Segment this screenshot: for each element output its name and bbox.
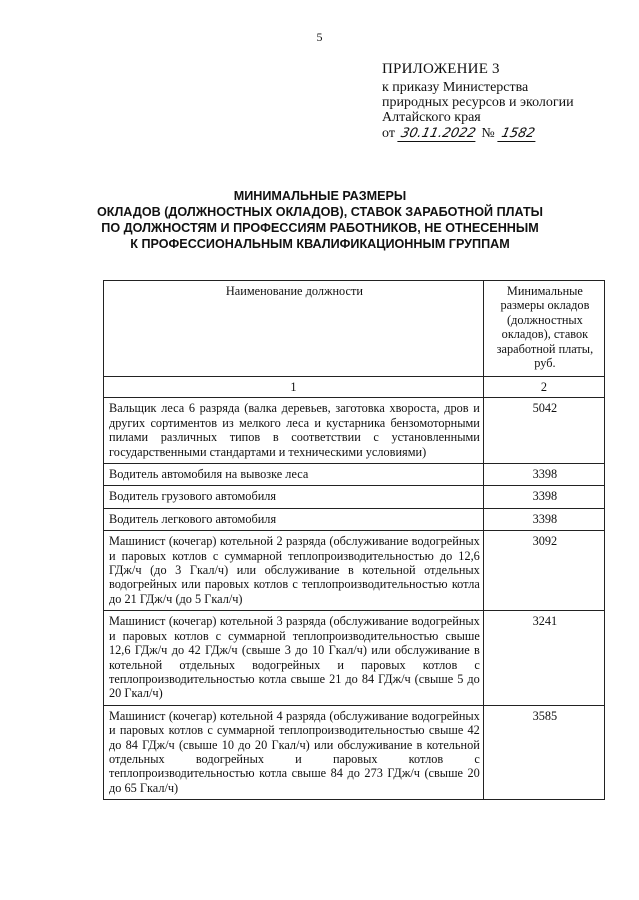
header-position-name: Наименование должности (104, 281, 484, 377)
table-row (104, 611, 605, 705)
table-row (104, 705, 605, 799)
table-row (104, 486, 605, 508)
position-name: Машинист (кочегар) котельной 2 разряда (обслуживание водогрейных и паровых котлов с суммарной теплопроизводительностью до 12,6 ГДж/ч (до 3 Гкал/ч) или обслуживание в котельной отдельных водогрейных или паровых котлов с теплопроизводительностью котла до 21 ГДж/ч (до 5 Гкал/ч) (104, 531, 484, 611)
handwritten-date: 30.11.2022 (397, 126, 479, 142)
position-name: Машинист (кочегар) котельной 4 разряда (обслуживание водогрейных и паровых котлов с суммарной теплопроизводительностью свыше 42 до 84 ГДж/ч (свыше 10 до 20 Гкал/ч) или обслуживание в котельной отдельных водогрейных и паровых котлов с теплопроизводительностью котла свыше 84 до 273 ГДж/ч (свыше 20 до 65 Гкал/ч) (104, 705, 484, 799)
position-name: Водитель легкового автомобиля (104, 508, 484, 530)
annex-line-3: Алтайского края (382, 110, 481, 125)
table-row (104, 464, 605, 486)
column-numbers-row (104, 377, 605, 398)
position-name: Вальщик леса 6 разряда (валка деревьев, заготовка хвороста, дров и других сортиментов из мелкого леса и кустарника бензомоторными пилами различных типов в соответствии с установленными государственными стандартами и техническими условиями) (104, 398, 484, 464)
table-row (104, 508, 605, 530)
salary-value: 3092 (483, 531, 604, 611)
table-header-row (104, 281, 605, 377)
salary-table (103, 280, 605, 800)
from-label: от (382, 126, 395, 141)
salary-value: 3398 (483, 486, 604, 508)
heading-line-1: МИНИМАЛЬНЫЕ РАЗМЕРЫ (233, 189, 407, 203)
annex-block (382, 62, 574, 142)
handwritten-number: 1582 (497, 126, 538, 142)
order-date-number (382, 126, 574, 142)
page-number: 5 (316, 30, 323, 44)
document-heading (80, 188, 560, 252)
salary-value: 5042 (483, 398, 604, 464)
heading-line-4: К ПРОФЕССИОНАЛЬНЫМ КВАЛИФИКАЦИОННЫМ ГРУППАМ (130, 237, 510, 251)
heading-line-2: ОКЛАДОВ (ДОЛЖНОСТНЫХ ОКЛАДОВ), СТАВОК ЗАРАБОТНОЙ ПЛАТЫ (96, 205, 543, 219)
position-name: Водитель автомобиля на вывозке леса (104, 464, 484, 486)
column-number: 2 (483, 377, 604, 398)
number-label: № (481, 126, 495, 141)
position-name: Машинист (кочегар) котельной 3 разряда (обслуживание водогрейных и паровых котлов с суммарной теплопроизводительностью свыше 12,6 ГДж/ч до 42 ГДж/ч (свыше 3 до 10 Гкал/ч) или обслуживание в котельной отдельных водогрейных и паровых котлов с теплопроизводительностью котла свыше 21 до 84 ГДж/ч (свыше 5 до 20 Гкал/ч) (104, 611, 484, 705)
annex-line-2: природных ресурсов и экологии (382, 95, 574, 110)
table-row (104, 531, 605, 611)
table-row (104, 398, 605, 464)
salary-value: 3398 (483, 464, 604, 486)
heading-line-3: ПО ДОЛЖНОСТЯМ И ПРОФЕССИЯМ РАБОТНИКОВ, НЕ ОТНЕСЕННЫМ (101, 221, 539, 235)
annex-line-1: к приказу Министерства (382, 80, 529, 95)
column-number: 1 (104, 377, 484, 398)
header-min-salary: Минимальные размеры окладов (должностных окладов), ставок заработной платы, руб. (483, 281, 604, 377)
salary-value: 3585 (483, 705, 604, 799)
salary-value: 3241 (483, 611, 604, 705)
position-name: Водитель грузового автомобиля (104, 486, 484, 508)
salary-value: 3398 (483, 508, 604, 530)
annex-title: ПРИЛОЖЕНИЕ 3 (382, 61, 500, 77)
